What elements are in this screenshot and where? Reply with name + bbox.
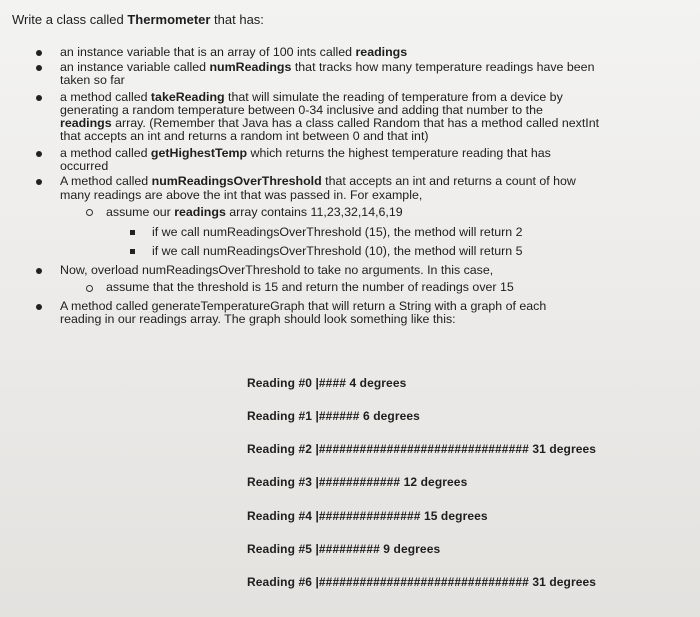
requirement-overload: Now, overload numReadingsOverThreshold to take no arguments. In this case, [60,263,494,277]
hollow-bullet-icon [86,209,93,216]
page-title: Write a class called Thermometer that has: [12,12,264,27]
requirement-gethighesttemp-cont: occurred [60,159,109,173]
requirement-readings: an instance variable that is an array of 100 ints called readings [60,45,408,59]
overload-detail: assume that the threshold is 15 and return the number of readings over 15 [106,280,514,294]
requirement-numreadings: an instance variable called numReadings that tracks how many temperature readings have been [60,60,595,74]
requirement-takereading: a method called takeReading that will simulate the reading of temperature from a device by [60,90,563,104]
requirement-threshold-cont: many readings are above the int that was passed in. For example, [60,188,423,202]
graph-line: Reading #4 |############### 15 degrees [247,509,488,523]
graph-line: Reading #1 |###### 6 degrees [247,409,420,423]
threshold-example-array: assume our readings array contains 11,23,32,14,6,19 [106,205,403,219]
bullet-icon [36,65,42,71]
bullet-icon [36,50,42,56]
square-bullet-icon [130,230,135,235]
requirement-threshold: A method called numReadingsOverThreshold that accepts an int and returns a count of how [60,174,576,188]
square-bullet-icon [130,249,135,254]
requirement-takereading-cont: generating a random temperature between 0-34 inclusive and adding that number to the [60,103,543,117]
requirement-takereading-cont: that accepts an int and returns a random int between 0 and that int) [60,129,429,143]
threshold-example-2: if we call numReadingsOverThreshold (10), the method will return 5 [152,244,523,258]
bullet-icon [36,268,42,274]
graph-line: Reading #3 |############ 12 degrees [247,475,468,489]
bullet-icon [36,151,42,157]
requirement-graph: A method called generateTemperatureGraph that will return a String with a graph of each [60,299,547,313]
requirement-gethighesttemp: a method called getHighestTemp which returns the highest temperature reading that has [60,146,551,160]
requirement-takereading-cont: readings array. (Remember that Java has a class called Random that has a method called nextInt [60,116,600,130]
requirement-numreadings-cont: taken so far [60,73,125,87]
graph-line: Reading #0 |#### 4 degrees [247,376,407,390]
bullet-icon [36,304,42,310]
bullet-icon [36,95,42,101]
graph-line: Reading #2 |############################### 31 degrees [247,442,597,456]
hollow-bullet-icon [86,285,93,292]
threshold-example-1: if we call numReadingsOverThreshold (15), the method will return 2 [152,225,523,239]
requirement-graph-cont: reading in our readings array. The graph should look something like this: [60,312,456,326]
graph-line: Reading #6 |############################### 31 degrees [247,575,597,589]
bullet-icon [36,179,42,185]
graph-line: Reading #5 |######### 9 degrees [247,542,441,556]
